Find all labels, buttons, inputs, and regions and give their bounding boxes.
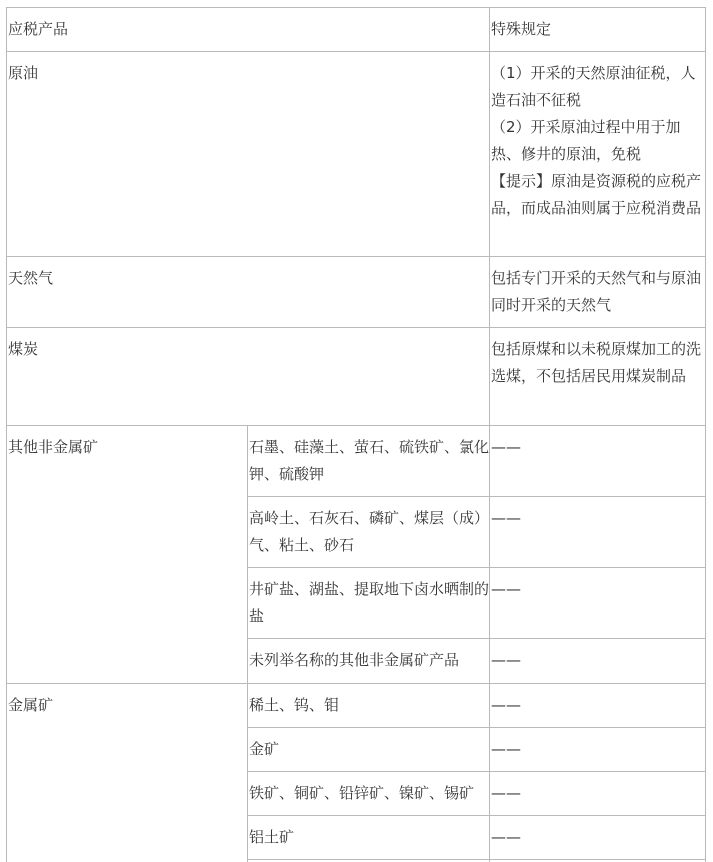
row-border bbox=[247, 815, 705, 816]
item-rule-cell: —— bbox=[491, 784, 521, 802]
category-cell: 其他非金属矿 bbox=[8, 438, 99, 456]
row-border bbox=[247, 496, 705, 497]
column-border bbox=[705, 7, 706, 862]
item-name-cell: 石墨、硅藻土、萤石、硫铁矿、氯化钾、硫酸钾 bbox=[249, 438, 490, 483]
rule-cell: 包括专门开采的天然气和与原油同时开采的天然气 bbox=[491, 269, 702, 314]
row-border bbox=[6, 256, 705, 257]
header-rule: 特殊规定 bbox=[491, 20, 552, 38]
product-cell: 原油 bbox=[8, 64, 39, 82]
item-rule-cell: —— bbox=[491, 740, 521, 758]
item-rule-cell: —— bbox=[491, 651, 521, 669]
row-border bbox=[6, 7, 705, 8]
product-cell: 天然气 bbox=[8, 269, 54, 287]
item-rule-cell: —— bbox=[491, 580, 521, 598]
row-border bbox=[6, 51, 705, 52]
item-name-cell: 铁矿、铜矿、铅锌矿、镍矿、锡矿 bbox=[249, 784, 475, 802]
row-border bbox=[247, 727, 705, 728]
rule-cell: （1）开采的天然原油征税，人造石油不征税 （2）开采原油过程中用于加热、修井的原油，免税 【提示】原油是资源税的应税产品，而成品油则属于应税消费品 bbox=[491, 64, 702, 217]
item-name-cell: 铝土矿 bbox=[249, 828, 295, 846]
item-rule-cell: —— bbox=[491, 828, 521, 846]
row-border bbox=[6, 327, 705, 328]
item-name-cell: 井矿盐、湖盐、提取地下卤水晒制的盐 bbox=[249, 580, 490, 625]
row-border bbox=[247, 859, 705, 860]
item-name-cell: 高岭土、石灰石、磷矿、煤层（成）气、粘土、砂石 bbox=[249, 509, 490, 554]
header-product: 应税产品 bbox=[8, 20, 69, 38]
row-border bbox=[6, 425, 705, 426]
item-rule-cell: —— bbox=[491, 509, 521, 527]
rule-cell: 包括原煤和以未税原煤加工的洗选煤，不包括居民用煤炭制品 bbox=[491, 340, 702, 385]
row-border bbox=[6, 683, 705, 684]
row-border bbox=[247, 771, 705, 772]
item-name-cell: 金矿 bbox=[249, 740, 280, 758]
item-rule-cell: —— bbox=[491, 438, 521, 456]
item-name-cell: 未列举名称的其他非金属矿产品 bbox=[249, 651, 460, 669]
row-border bbox=[247, 638, 705, 639]
category-cell: 金属矿 bbox=[8, 696, 54, 714]
item-rule-cell: —— bbox=[491, 696, 521, 714]
product-cell: 煤炭 bbox=[8, 340, 39, 358]
item-name-cell: 稀土、钨、钼 bbox=[249, 696, 340, 714]
row-border bbox=[247, 567, 705, 568]
